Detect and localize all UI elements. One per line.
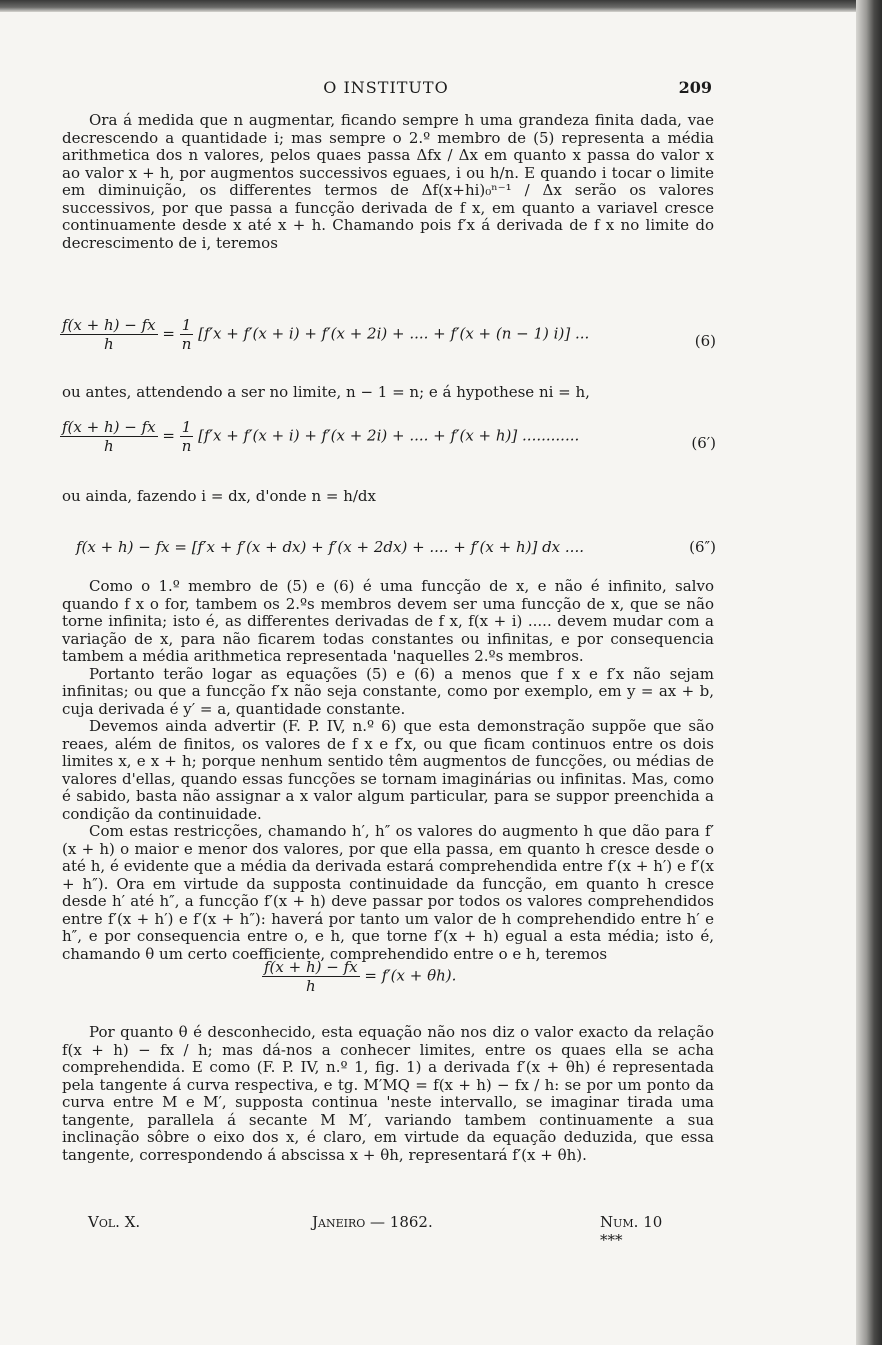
volume-label: Vol. X. [88,1213,141,1231]
journal-title: O INSTITUTO [323,78,449,97]
paragraph-limite: ou antes, attendendo a ser no limite, n − 1 = n; e á hypothese ni = h, [62,383,590,401]
equation-6: $\frac{f(x + h) - fx}{h}$ = $\frac{1}{n}$ [f′x + f′(x + i) + f′(x + 2i) + .... + f′(x + (n − 1) i)] ... (6) [62,316,716,353]
scan-right-edge [856,0,882,1345]
paragraph-como: Como o 1.º membro de (5) e (6) é uma funcção de x, e não é infinito, salvo quando f x o for, tambem os 2.ºs membros devem ser uma funcção de x, que se não torne infinita; isto é, as differentes derivadas de f x, f(x + i) ..... devem mudar com a variação de x, para não ficarem todas constantes ou infinitas, e por consequencia tambem a média arithmetica representada 'naquelles 2.ºs membros. [62,577,714,665]
paragraph-tangente: Por quanto θ é desconhecido, esta equação não nos diz o valor exacto da relação f(x + h) − fx / h; mas dá-nos a conhecer limites, entre os quaes ella se acha comprehendida. E como (F. P. IV, n.º 1, fig. 1) a derivada f′(x + θh) é representada pela tangente á curva respectiva, e tg. M′MQ = f(x + h) − fx / h: se por um ponto da curva entre M e M′, supposta continua 'neste intervallo, se imaginar tirada uma tangente, parallela á secante M M′, variando tambem continuamente a sua inclinação sôbre o eixo dos x, é claro, em virtude da equação deduzida, que essa tangente, correspondendo á abscissa x + θh, representará f′(x + θh). [62,1023,714,1164]
equation-6-double-prime: f(x + h) − fx = [f′x + f′(x + dx) + f′(x + 2dx) + .... + f′(x + h)] dx .... (6″) [76,538,716,556]
equation-label: (6) [694,332,716,350]
equation-label: (6″) [689,538,716,556]
scan-top-edge [0,0,882,12]
paragraph-ainda: ou ainda, fazendo i = dx, d'onde n = h/dx [62,487,376,505]
page-footer [88,1213,688,1249]
issue-number: Num. 10 *** [600,1213,663,1249]
running-header [60,78,712,102]
equation-label: (6′) [691,434,716,452]
paragraph-media: Ora á medida que n augmentar, ficando sempre h uma grandeza finita dada, vae decrescendo a quantidade i; mas sempre o 2.º membro de (5) representa a média arithmetica dos n valores, pelos quaes passa Δfx / Δx em quanto x passa do valor x ao valor x + h, por augmentos successivos eguaes, i ou h/n. E quando i tocar o limite em diminuição, os differentes termos de Δf(x+hi)₀ⁿ⁻¹ / Δx serão os valores successivos, por que passa a funcção derivada de f x, em quanto a variavel cresce continuamente desde x até x + h. Chamando pois f′x á derivada de f x no limite do decrescimento de i, teremos [62,111,714,252]
body-text [62,578,714,963]
equation-mean-value: $\frac{f(x + h) - fx}{h}$ = f′(x + θh). [264,958,457,995]
paragraph-portanto: Portanto terão logar as equações (5) e (6) a menos que f x e f′x não sejam infinitas; ou que a funcção f′x não seja constante, como por exemplo, em y = ax + b, cuja derivada é y′ = a, quantidade constante. [62,664,714,718]
paragraph-restriccoes: Com estas restricções, chamando h′, h″ os valores do augmento h que dão para f′(x + h) o maior e menor dos valores, por que ella passa, em quanto h cresce desde o até h, é evidente que a média da derivada estará comprehendida entre f′(x + h′) e f′(x + h″). Ora em virtude da supposta continuidade da funcção, em quanto h cresce desde h′ até h″, a funcção f′(x + h) deve passar por todos os valores comprehendidos entre f′(x + h′) e f′(x + h″): haverá por tanto um valor de h comprehendido entre h′ e h″, e por consequencia entre o, e h, que torne f′(x + h) egual a esta média; isto é, chamando θ um certo coefficiente, comprehendido entre o e h, teremos [62,822,714,963]
page-number: 209 [678,78,712,97]
issue-date: Janeiro — 1862. [312,1213,433,1231]
equation-6-prime: $\frac{f(x + h) - fx}{h}$ = $\frac{1}{n}$ [f′x + f′(x + i) + f′(x + 2i) + .... + f′(x + h)] ............ (6′) [62,418,716,455]
paragraph-advertir: Devemos ainda advertir (F. P. IV, n.º 6) que esta demonstração suppõe que são reaes, além de finitos, os valores de f x e f′x, ou que ficam continuos entre os dois limites x, e x + h; porque nenhum sentido têm augmentos de funcções, ou médias de valores d'ellas, quando essas funcções se tornam imaginárias ou infinitas. Mas, como é sabido, basta não assignar a x valor algum particular, para se suppor preenchida a condição da continuidade. [62,717,714,823]
